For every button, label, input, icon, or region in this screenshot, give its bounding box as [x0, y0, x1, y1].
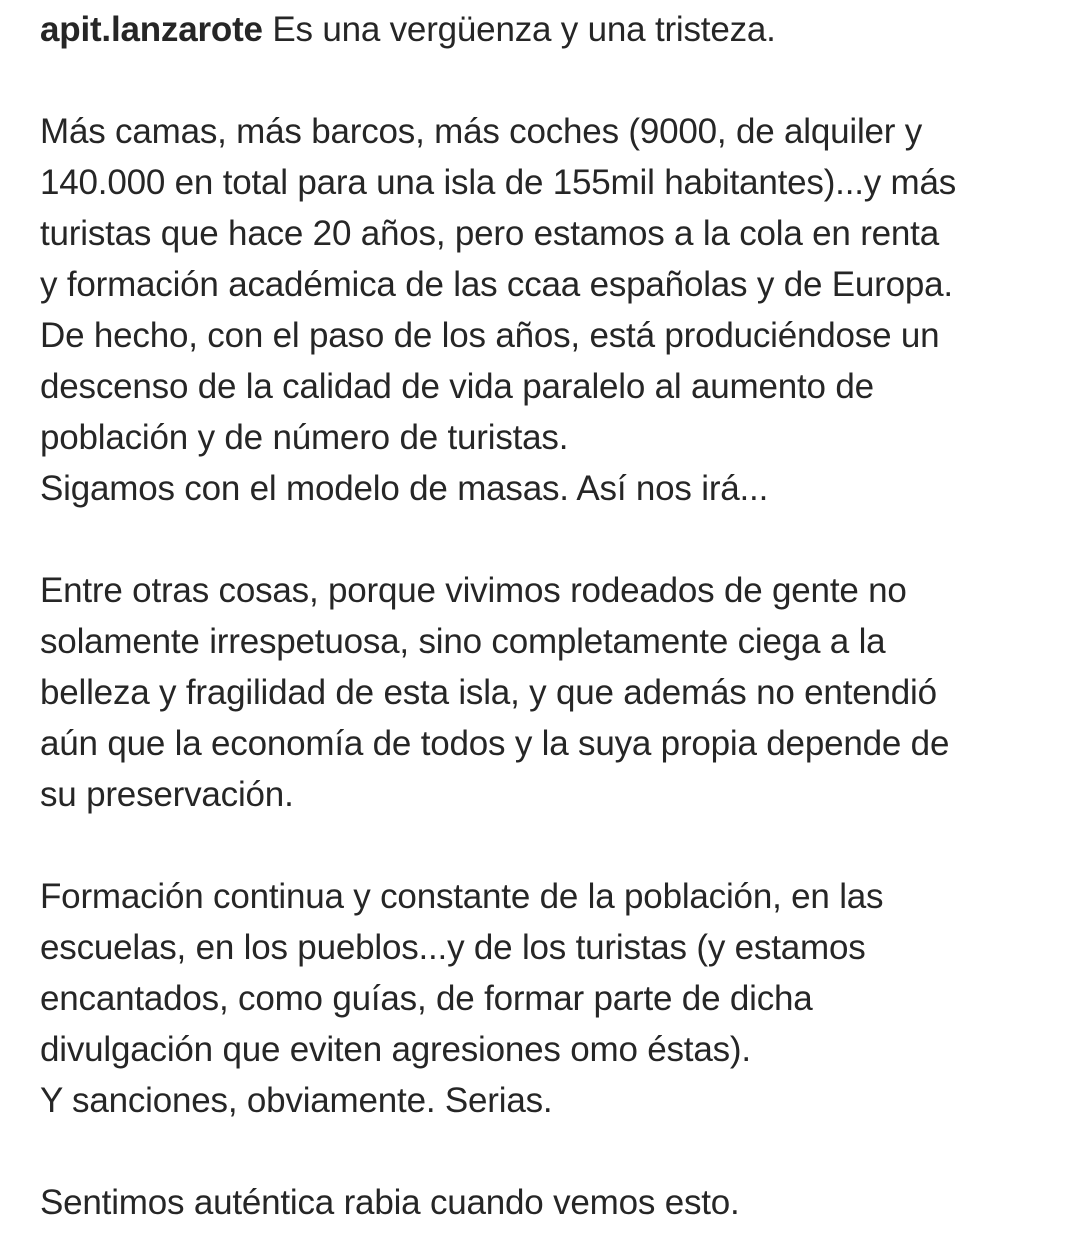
username-link[interactable]: apit.lanzarote: [40, 10, 263, 49]
caption-line: descenso de la calidad de vida paralelo al aumento de: [40, 367, 874, 406]
caption-line: 140.000 en total para una isla de 155mil habitantes)...y más: [40, 163, 957, 202]
caption-line: población y de número de turistas.: [40, 418, 569, 457]
caption-line: Sigamos con el modelo de masas. Así nos irá...: [40, 469, 769, 508]
caption-line: belleza y fragilidad de esta isla, y que además no entendió: [40, 673, 937, 712]
caption-line: Formación continua y constante de la población, en las: [40, 877, 884, 916]
caption-line: escuelas, en los pueblos...y de los turistas (y estamos: [40, 928, 866, 967]
caption-line: solamente irrespetuosa, sino completamente ciega a la: [40, 622, 886, 661]
caption-line: Más camas, más barcos, más coches (9000, de alquiler y: [40, 112, 923, 151]
caption-paragraph-4: [40, 871, 1070, 1126]
caption-intro-text: Es una vergüenza y una tristeza.: [272, 10, 776, 49]
caption-line: y formación académica de las ccaa españolas y de Europa.: [40, 265, 953, 304]
caption-line: Sentimos auténtica rabia cuando vemos esto.: [40, 1183, 740, 1222]
paragraph-spacer: [40, 1126, 1070, 1177]
caption-line: Y sanciones, obviamente. Serias.: [40, 1081, 553, 1120]
paragraph-spacer: [40, 55, 1070, 106]
caption-line: aún que la economía de todos y la suya propia depende de: [40, 724, 950, 763]
caption-first-line: [40, 4, 1070, 55]
caption-paragraph-5: [40, 1177, 1070, 1228]
paragraph-spacer: [40, 820, 1070, 871]
caption-line: encantados, como guías, de formar parte de dicha: [40, 979, 813, 1018]
post-caption: [40, 4, 1070, 1228]
paragraph-spacer: [40, 514, 1070, 565]
caption-paragraph-2: [40, 106, 1070, 514]
caption-line: divulgación que eviten agresiones omo éstas).: [40, 1030, 751, 1069]
caption-paragraph-3: [40, 565, 1070, 820]
caption-line: Entre otras cosas, porque vivimos rodeados de gente no: [40, 571, 907, 610]
caption-line: turistas que hace 20 años, pero estamos a la cola en renta: [40, 214, 939, 253]
caption-line: De hecho, con el paso de los años, está produciéndose un: [40, 316, 940, 355]
caption-line: su preservación.: [40, 775, 294, 814]
